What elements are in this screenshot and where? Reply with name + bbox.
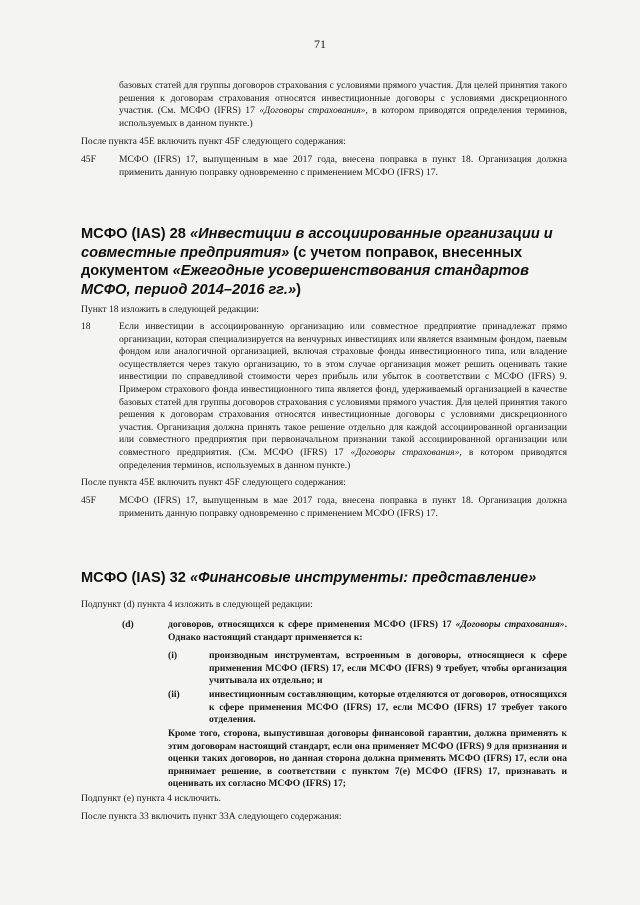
paragraph-number: 45F	[81, 154, 96, 165]
paragraph-text: базовых статей для группы договоров страхования с условиями прямого участия. Для целей принятия такого решения к договорам страхования относятся инвестиционные договоры с условиями дискреционного участия. (См. МСФО (IFRS) 17	[119, 80, 567, 117]
paragraph-text: МСФО (IFRS) 17, выпущенным в мае 2017 года, внесена поправка в пункт 18. Организация должна применить данную поправку одновременно с применением МСФО (IFRS) 17.	[119, 495, 567, 519]
paragraph-text: , в котором приводятся определения терминов, используемых в данном пункте.)	[119, 446, 567, 471]
subparagraph-text	[168, 619, 567, 644]
amendment-instruction: Подпункт (d) пункта 4 изложить в следующей редакции:	[81, 599, 313, 610]
page-number: 71	[314, 37, 326, 51]
paragraph-text	[119, 321, 567, 472]
subitem-label: (ii)	[168, 689, 180, 700]
subparagraph-italic-title: «Договоры страхования»	[455, 619, 565, 630]
paragraph-italic-title: «Договоры страхования»	[350, 446, 460, 458]
section-heading-ias32	[81, 569, 567, 588]
paragraph-number: 18	[81, 321, 91, 332]
heading-italic-title: «Инвестиции в ассоциированные организации и совместные предприятия»	[81, 226, 553, 261]
amendment-instruction: Подпункт (е) пункта 4 исключить.	[81, 793, 221, 804]
amendment-instruction: Пункт 18 изложить в следующей редакции:	[81, 304, 259, 315]
continuation-paragraph	[119, 80, 567, 130]
paragraph-italic-title: «Договоры страхования»	[259, 105, 366, 117]
heading-text: )	[296, 281, 301, 298]
subparagraph-text-part: . Однако настоящий стандарт применяется к:	[168, 619, 567, 643]
paragraph-text: МСФО (IFRS) 17, выпущенным в мае 2017 года, внесена поправка в пункт 18. Организация должна применить данную поправку одновременно с применением МСФО (IFRS) 17.	[119, 154, 567, 178]
paragraph-text: , в котором приводятся определения терминов, используемых в данном пункте.)	[119, 105, 568, 129]
subparagraph-text-part: договоров, относящихся к сфере применения МСФО (IFRS) 17	[168, 619, 456, 630]
heading-italic-title: «Финансовые инструменты: представление»	[189, 570, 537, 586]
heading-italic-title: «Ежегодные усовершенствования стандартов МСФО, период 2014–2016 гг.»	[81, 263, 529, 298]
subitem-text: производным инструментам, встроенным в договоры, относящиеся к сфере применения МСФО (IFRS) 17, если МСФО (IFRS) 9 требует, чтобы организация учитывала их отдельно; и	[209, 650, 567, 687]
heading-text: МСФО (IAS) 28	[81, 226, 190, 242]
subparagraph-tail-text: Кроме того, сторона, выпустившая договоры финансовой гарантии, должна применять к этим договорам настоящий стандарт, если она применяет МСФО (IFRS) 9 для признания и оценки таких договоров, но данная сторона должна применять МСФО (IFRS) 17, если она принимает решение, в соответствии с пунктом 7(е) МСФО (IFRS) 17, признавать и оценивать их согласно МСФО (IFRS) 17;	[168, 728, 567, 790]
amendment-instruction: После пункта 45Е включить пункт 45F следующего содержания:	[81, 477, 346, 488]
heading-text: МСФО (IAS) 32	[81, 570, 190, 586]
paragraph-number: 45F	[81, 495, 96, 506]
paragraph-text: Если инвестиции в ассоциированную организацию или совместное предприятие принадлежат прямо организации, которая специализируется на венчурных инвестициях или является взаимным фондом, паевым фондом или аналогичной организацией, включая страховые фонды инвестиционного типа, или владение осуществляется через такую организацию, то в этом случае организация может решить оценивать такие инвестиции по справедливой стоимости через прибыль или убыток в соответствии с МСФО (IFRS) 9. Примером страхового фонда инвестиционного типа является фонд, удерживаемый организацией в качестве базовых статей для группы договоров страхования с условиями прямого участия. Для целей принятия такого решения к договорам страхования относятся инвестиционные договоры с условиями дискреционного участия. Организация должна принять такое решение отдельно для каждой ассоциированной организации или совместного предприятия при первоначальном признании такой ассоциированной организации или совместного предприятия. (См. МСФО (IFRS) 17	[119, 321, 567, 458]
section-heading-ias28	[81, 225, 567, 299]
amendment-instruction: После пункта 45Е включить пункт 45F следующего содержания:	[81, 136, 346, 147]
subitem-text: инвестиционным составляющим, которые отделяются от договоров, относящихся к сфере применения МСФО (IFRS) 17, если МСФО (IFRS) 17 требует такого отделения.	[209, 689, 567, 726]
subitem-label: (i)	[168, 650, 178, 661]
subparagraph-label: (d)	[122, 619, 134, 630]
heading-text: (с учетом поправок, внесенных документом	[81, 244, 523, 279]
amendment-instruction: После пункта 33 включить пункт 33А следующего содержания:	[81, 811, 342, 822]
